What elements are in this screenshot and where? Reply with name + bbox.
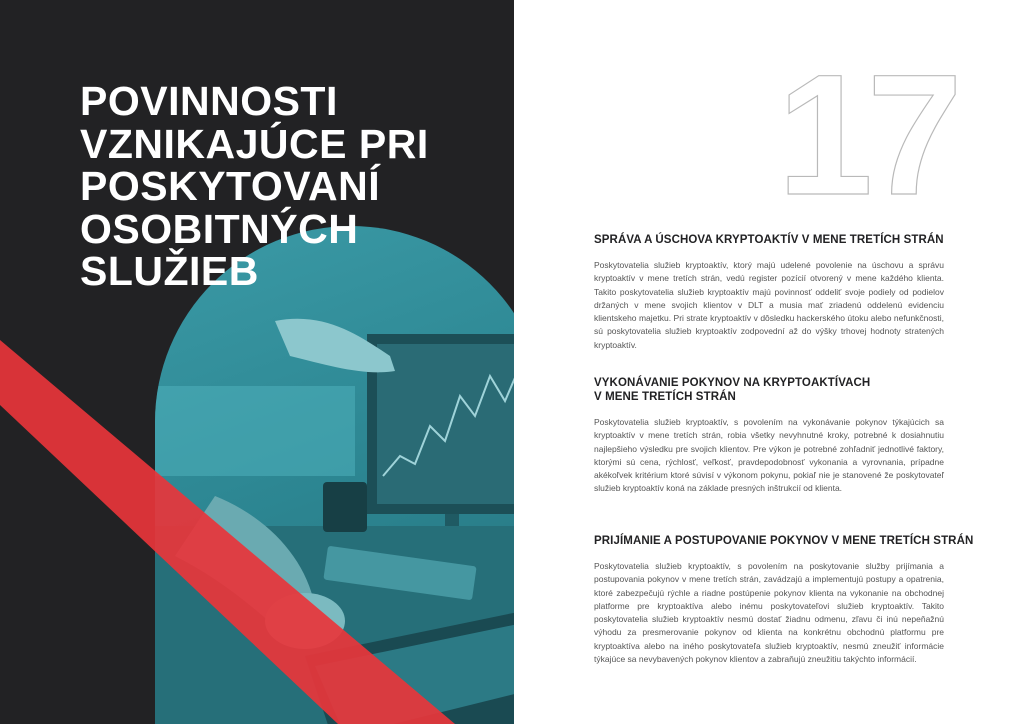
page-number xyxy=(772,66,962,206)
heading-line: V MENE TRETÍCH STRÁN xyxy=(594,391,736,403)
section-heading xyxy=(594,534,974,548)
section-body: Poskytovatelia služieb kryptoaktív, s povolením na poskytovanie služby prijímania a postupovania pokynov v mene tretích strán, zavádzajú a implementujú postupy a opatrenia, ktoré zabezpečujú rýchle a riadne postúpenie pokynov klienta na vykonanie na obchodnej platforme pre kryptoaktíva alebo inému poskytovateľovi služieb kryptoaktív. Takito poskytovatelia služieb kryptoaktív nesmú dostať žiadnu odmenu, zľavu či inú nepeňažnú výhodu za presmerovanie pokynov od klienta na konkrétnu obchodnú platformu pre kryptoaktíva alebo na iného poskytovateľa služieb kryptoaktív, nesmú zneužiť informácie týkajúce sa nevybavených pokynov klientov a zabraňujú zneužitiu takýchto informácií. xyxy=(594,561,944,665)
heading-line: VYKONÁVANIE POKYNOV NA KRYPTOAKTÍVACH xyxy=(594,377,871,389)
title-line: POSKYTOVANÍ xyxy=(80,163,381,209)
title-line: OSOBITNÝCH xyxy=(80,205,359,252)
section-heading xyxy=(594,376,944,404)
heading-line: SPRÁVA A ÚSCHOVA KRYPTOAKTÍV V MENE TRETÍCH STRÁN xyxy=(594,234,944,246)
title-line: SLUŽIEB xyxy=(80,248,259,294)
heading-line: PRIJÍMANIE A POSTUPOVANIE POKYNOV V MENE TRETÍCH STRÁN xyxy=(594,535,974,547)
section-prijimanie xyxy=(594,534,974,666)
section-body: Poskytovatelia služieb kryptoaktív, ktorý majú udelené povolenie na úschovu a správu kryptoaktív v mene tretích strán, vedú register pozícií otvorený v mene každého klienta. Takito poskytovatelia služieb kryptoaktív majú povinnosť oddeliť svoje podiely od podielov držaných v mene svojich klientov v DLT a musia mať zriadenú oddelenú evidenciu klientskeho majetku. Pri strate kryptoaktív v dôsledku hackerského útoku alebo nefunkčnosti, sú poskytovatelia služieb kryptoaktív zodpovední až do výšky trhovej hodnoty stratených kryptoaktív. xyxy=(594,260,944,350)
title-line: POVINNOSTI xyxy=(80,78,338,124)
page-number-text: 17 xyxy=(777,66,957,206)
section-body: Poskytovatelia služieb kryptoaktív, s povolením na vykonávanie pokynov týkajúcich sa kryptoaktív v mene tretích strán, robia všetky nevyhnutné kroky, potrebné k dosiahnutiu najlepšieho výsledku pre svojich klientov. Pre výkon je potrebné zohľadniť jednotlivé faktory, ktorými sú cena, rýchlosť, veľkosť, pravdepodobnosť vykonania a vyrovnania, prípadne akékoľvek kritérium ktoré súvisí v výkonom pokynu, pokiaľ nie je stanovené že poskytovateľ služieb kryptoaktív koná na základe presných inštrukcií od klienta. xyxy=(594,417,944,494)
page-title xyxy=(80,80,500,293)
section-heading xyxy=(594,233,944,247)
title-line: VZNIKAJÚCE PRI xyxy=(80,120,429,167)
section-vykonavanie xyxy=(594,376,944,496)
section-sprava xyxy=(594,233,944,352)
